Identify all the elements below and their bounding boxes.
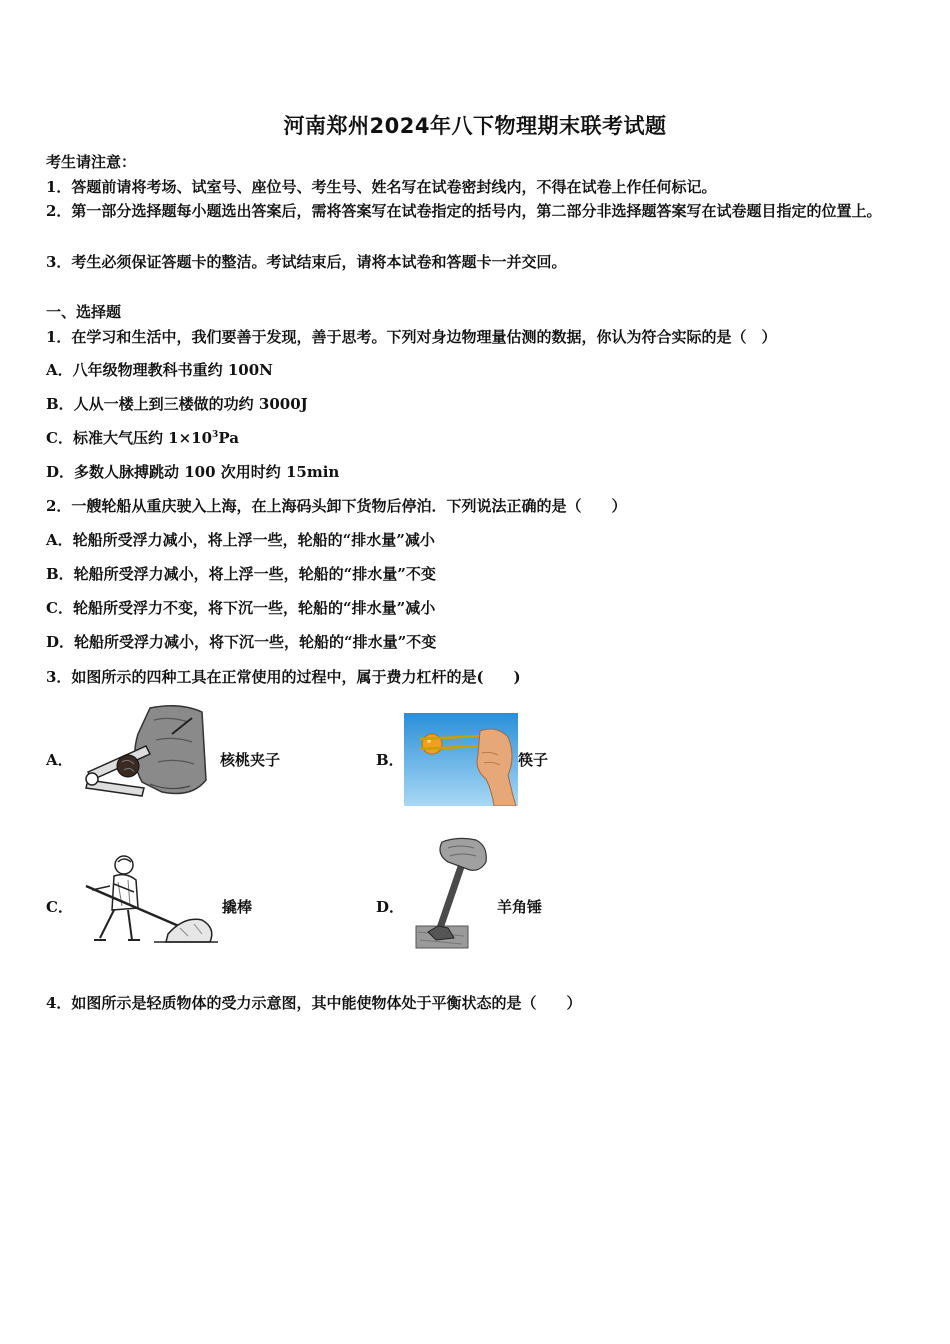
q1-option-c-prefix: C．标准大气压约 1×10 bbox=[46, 429, 213, 447]
q4-stem: 4．如图所示是轻质物体的受力示意图，其中能使物体处于平衡状态的是（ ） bbox=[46, 994, 582, 1012]
q3-option-c-letter: C． bbox=[46, 898, 73, 916]
q2-option-a: A．轮船所受浮力减小，将上浮一些，轮船的“排水量”减小 bbox=[46, 531, 435, 549]
notice-item-2: 2．第一部分选择题每小题选出答案后，需将答案写在试卷指定的括号内，第二部分非选择题答案写在试卷题目指定的位置上。 bbox=[46, 202, 882, 220]
q1-option-c-exponent: 3 bbox=[212, 430, 219, 440]
q1-option-d: D．多数人脉搏跳动 100 次用时约 15min bbox=[46, 463, 340, 481]
q2-option-d: D．轮船所受浮力减小，将下沉一些，轮船的“排水量”不变 bbox=[46, 633, 437, 651]
q3-option-b-name: 筷子 bbox=[518, 751, 549, 769]
q1-option-c bbox=[46, 428, 239, 448]
notice-item-3: 3．考生必须保证答题卡的整洁。考试结束后，请将本试卷和答题卡一并交回。 bbox=[46, 253, 567, 271]
q3-option-b-letter: B． bbox=[376, 751, 404, 769]
notice-heading: 考生请注意： bbox=[46, 153, 137, 171]
q3-option-d-letter: D． bbox=[376, 898, 405, 916]
nutcracker-image bbox=[80, 700, 210, 800]
notice-item-1: 1．答题前请将考场、试室号、座位号、考生号、姓名写在试卷密封线内，不得在试卷上作任何标记。 bbox=[46, 178, 717, 196]
q3-stem: 3．如图所示的四种工具在正常使用的过程中，属于费力杠杆的是( ) bbox=[46, 668, 521, 686]
q3-option-c-name: 撬棒 bbox=[222, 898, 253, 916]
exam-title: 河南郑州2024年八下物理期末联考试题 bbox=[283, 114, 667, 138]
q1-option-a: A．八年级物理教科书重约 100N bbox=[46, 361, 273, 379]
q3-option-a-name: 核桃夹子 bbox=[220, 751, 281, 769]
crowbar-image bbox=[84, 852, 218, 944]
q1-option-b: B．人从一楼上到三楼做的功约 3000J bbox=[46, 395, 308, 413]
q1-option-c-unit: Pa bbox=[218, 429, 239, 447]
q2-option-c: C．轮船所受浮力不变，将下沉一些，轮船的“排水量”减小 bbox=[46, 599, 436, 617]
claw-hammer-image bbox=[414, 836, 490, 949]
q3-option-d-name: 羊角锤 bbox=[497, 898, 543, 916]
section-heading: 一、选择题 bbox=[46, 303, 122, 321]
q1-stem: 1．在学习和生活中，我们要善于发现，善于思考。下列对身边物理量估测的数据，你认为符合实际的是（ ） bbox=[46, 328, 777, 346]
q3-option-a-letter: A． bbox=[46, 751, 73, 769]
q2-stem: 2．一艘轮船从重庆驶入上海，在上海码头卸下货物后停泊．下列说法正确的是（ ） bbox=[46, 497, 627, 515]
chopsticks-image bbox=[404, 713, 518, 806]
q2-option-b: B．轮船所受浮力减小，将上浮一些，轮船的“排水量”不变 bbox=[46, 565, 436, 583]
